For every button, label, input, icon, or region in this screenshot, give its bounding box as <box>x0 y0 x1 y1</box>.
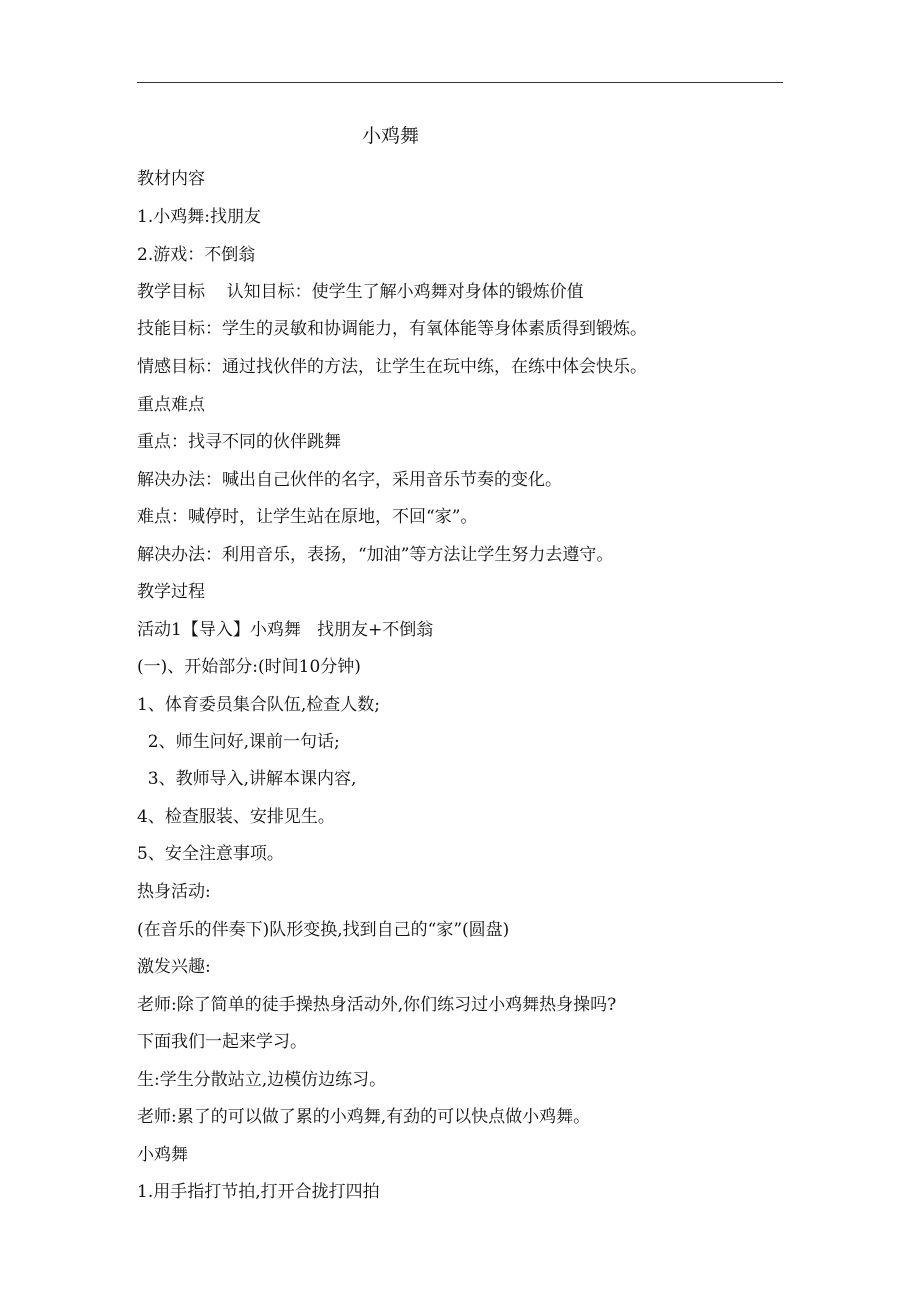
text-line: 老师:除了简单的徒手操热身活动外,你们练习过小鸡舞热身操吗? <box>137 995 617 1015</box>
text-line: 情感目标：通过找伙伴的方法，让学生在玩中练，在练中体会快乐。 <box>137 357 647 377</box>
text-line: (一)、开始部分:(时间10分钟) <box>137 657 361 677</box>
text-line: 热身活动: <box>137 882 211 902</box>
text-line: 活动1【导入】小鸡舞 找朋友+不倒翁 <box>137 620 434 640</box>
text-line: 1.小鸡舞:找朋友 <box>137 207 261 227</box>
text-line: 2、师生问好,课前一句话; <box>137 732 340 752</box>
text-line: 激发兴趣: <box>137 957 211 977</box>
document-title: 小鸡舞 <box>362 125 420 147</box>
text-line: 下面我们一起来学习。 <box>137 1032 307 1052</box>
text-line: 解决办法：喊出自己伙伴的名字，采用音乐节奏的变化。 <box>137 470 562 490</box>
text-line: 难点：喊停时，让学生站在原地，不回“家”。 <box>137 507 478 527</box>
text-line: 3、教师导入,讲解本课内容, <box>137 769 357 789</box>
section-heading-materials: 教材内容 <box>137 169 205 189</box>
section-heading-key-points: 重点难点 <box>137 395 205 415</box>
header-rule <box>137 82 783 83</box>
text-line: 4、检查服装、安排见生。 <box>137 807 335 827</box>
text-line: 2.游戏：不倒翁 <box>137 245 256 265</box>
text-line: 重点：找寻不同的伙伴跳舞 <box>137 432 341 452</box>
text-line: 解决办法：利用音乐，表扬，“加油”等方法让学生努力去遵守。 <box>137 545 614 565</box>
section-heading-process: 教学过程 <box>137 582 205 602</box>
text-line: 1.用手指打节拍,打开合拢打四拍 <box>137 1182 380 1202</box>
text-line: 老师:累了的可以做了累的小鸡舞,有劲的可以快点做小鸡舞。 <box>137 1107 591 1127</box>
text-line: 技能目标：学生的灵敏和协调能力，有氧体能等身体素质得到锻炼。 <box>137 319 647 339</box>
section-heading-objectives: 教学目标 认知目标：使学生了解小鸡舞对身体的锻炼价值 <box>137 282 584 302</box>
text-line: 5、安全注意事项。 <box>137 844 284 864</box>
text-line: 小鸡舞 <box>137 1145 188 1165</box>
text-line: 生:学生分散站立,边模仿边练习。 <box>137 1070 387 1090</box>
text-line: (在音乐的伴奏下)队形变换,找到自己的“家”(圆盘) <box>137 920 510 940</box>
text-line: 1、体育委员集合队伍,检查人数; <box>137 695 380 715</box>
